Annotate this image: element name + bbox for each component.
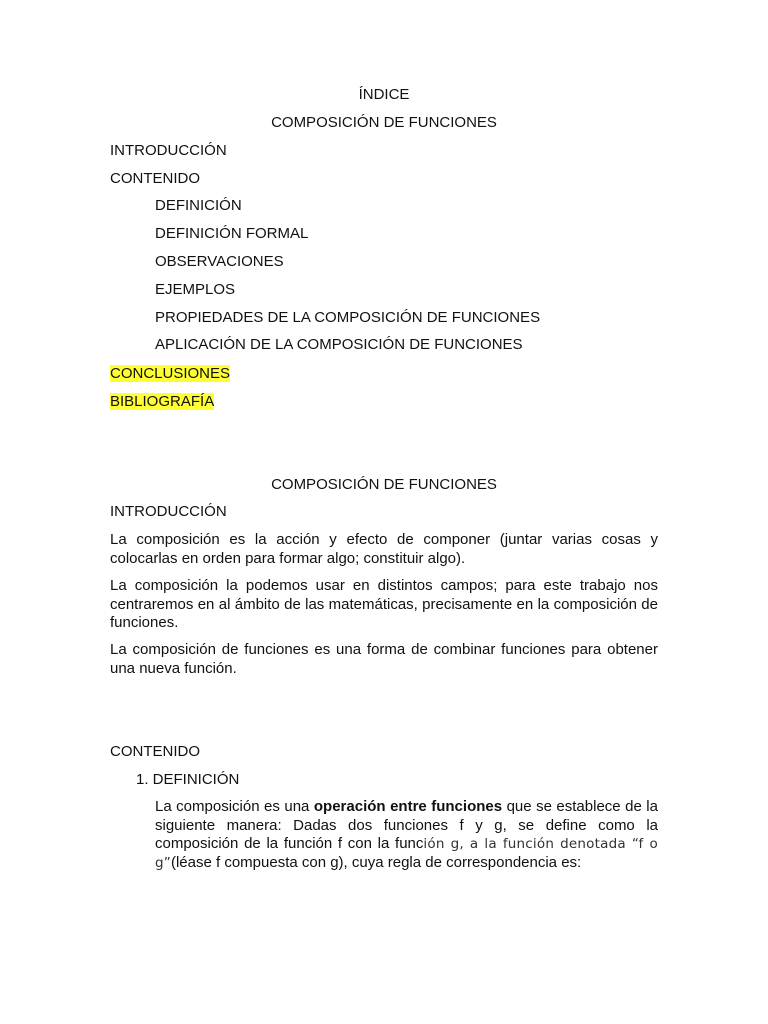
index-item-observaciones: OBSERVACIONES: [155, 253, 284, 270]
index-item-aplicacion: APLICACIÓN DE LA COMPOSICIÓN DE FUNCIONES: [155, 336, 523, 353]
definition-paragraph: [155, 798, 658, 872]
definition-text-b: que se establece de la siguiente manera: Dadas dos funciones f y g, se define como la composición de la función f con la func: [155, 798, 658, 852]
index-item-definicion: DEFINICIÓN: [155, 197, 242, 214]
index-item-propiedades: PROPIEDADES DE LA COMPOSICIÓN DE FUNCIONES: [155, 309, 541, 326]
definition-bold-term: operación entre funciones: [313, 798, 503, 815]
highlight-bibliografia: BIBLIOGRAFÍA: [110, 393, 215, 410]
highlight-conclusiones: CONCLUSIONES: [110, 365, 231, 382]
intro-heading: INTRODUCCIÓN: [110, 503, 227, 520]
definition-text-c: (léase f compuesta con g), cuya regla de correspondencia es:: [170, 853, 582, 871]
definition-heading: 1. DEFINICIÓN: [136, 771, 240, 788]
section-title: COMPOSICIÓN DE FUNCIONES: [271, 476, 497, 493]
index-item-definicion-formal: DEFINICIÓN FORMAL: [155, 225, 309, 242]
intro-paragraph-1: La composición es la acción y efecto de componer (juntar varias cosas y colocarlas en orden para formar algo; constituir algo).: [110, 531, 658, 567]
intro-paragraph-3: La composición de funciones es una forma de combinar funciones para obtener una nueva función.: [110, 641, 658, 677]
index-item-conclusiones: [110, 365, 230, 383]
content-heading: CONTENIDO: [110, 743, 200, 760]
index-subtitle: COMPOSICIÓN DE FUNCIONES: [271, 114, 497, 131]
index-item-introduccion: INTRODUCCIÓN: [110, 142, 227, 159]
index-item-ejemplos: EJEMPLOS: [155, 281, 236, 298]
index-item-contenido: CONTENIDO: [110, 170, 200, 187]
intro-paragraph-2: La composición la podemos usar en distintos campos; para este trabajo nos centraremos en al ámbito de las matemáticas, precisamente en la composición de funciones.: [110, 577, 658, 631]
index-title: ÍNDICE: [358, 86, 410, 103]
index-item-bibliografia: [110, 393, 214, 411]
definition-text-a: La composición es una: [155, 798, 314, 815]
definition-notation-text: ión g, a la función denotada “f o g”: [155, 836, 658, 871]
